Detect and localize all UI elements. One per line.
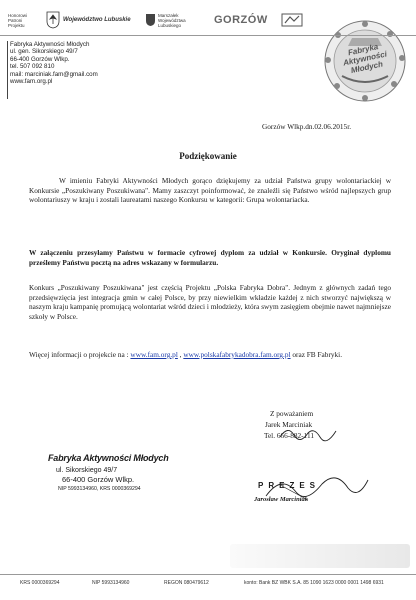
sender-line: ul. gen. Sikorskiego 49/7 (10, 48, 78, 56)
paragraph-1-text: W imieniu Fabryki Aktywności Młodych gorąco dziękujemy za udział Państwa grupy wolontariackiej w Konkursie „Poszukiwany Poszukiwana". Mamy zaszczyt poinformować, że znaleźli się Państwo wśród najlepszych grup wolontariuszy w kraju i zostali laureatami naszego Konkursu w kategorii: Grupa wolontariacka. (29, 176, 391, 205)
link-separator: , (177, 350, 184, 359)
gorzow-logo (214, 8, 270, 32)
closing-name: Jarek Marciniak (265, 420, 313, 429)
crest-icon (145, 13, 156, 27)
pfd-link[interactable]: www.polskafabrykadobra.fam.org.pl (183, 350, 291, 359)
sender-line: 66-400 Gorzów Wlkp. (10, 55, 70, 63)
patron-logo (8, 8, 38, 32)
footer-konto: konto: Bank BZ WBK S.A. 85 1090 1623 0000 0001 1498 6931 (244, 580, 384, 586)
stamp-city: 66-400 Gorzów Wlkp. (62, 475, 135, 484)
closing-greeting: Z poważaniem (270, 409, 314, 418)
sender-line: tel. 507 092 810 (10, 63, 55, 71)
sender-line: Fabryka Aktywności Młodych (10, 41, 90, 48)
letter-title: Podziękowanie (179, 151, 237, 161)
footer-krs: KRS 0000369294 (20, 580, 60, 586)
paragraph-2-text: W załączeniu przesyłamy Państwu w formacie cyfrowej dyplom za udział w Konkursie. Oryginał dyplomu prześlemy Państwu pocztą na adres wskazany w formularzu. (29, 248, 391, 267)
stamp-street: ul. Sikorskiego 49/7 (56, 467, 118, 474)
prezes-signature: Jarosław Marciniak (254, 496, 308, 503)
fam-link[interactable]: www.fam.org.pl (130, 350, 178, 359)
more-info-text: Więcej informacji o projekcie na : (29, 350, 131, 359)
address-rule (7, 41, 8, 99)
letter-date: Gorzów Wlkp.dn.02.06.2015r. (262, 122, 352, 131)
footer-divider (0, 574, 416, 575)
partner-icon (280, 11, 304, 29)
paragraph-2 (29, 248, 391, 267)
sender-line: www.fam.org.pl (10, 78, 53, 86)
footer-regon: REGON 080479612 (164, 580, 209, 586)
paragraph-3 (29, 283, 391, 321)
prezes-label: PREZES (258, 481, 321, 490)
company-stamp (48, 453, 169, 492)
signature-scribble-icon (278, 423, 338, 445)
eagle-crest-icon (46, 11, 60, 29)
lubuskie-text: Województwo Lubuskie (63, 17, 131, 23)
small-partner-logo (280, 8, 308, 32)
sender-line: mail: marciniak.fam@gmail.com (10, 70, 98, 78)
marszalek-logo (145, 8, 205, 32)
patron-text: Honorowi Patroni Projektu (8, 12, 28, 28)
header-divider (0, 35, 416, 36)
lubuskie-logo (46, 8, 138, 32)
footer-watermark (230, 544, 410, 568)
sender-address (10, 41, 98, 85)
prezes-signature-scribble-icon (262, 466, 372, 506)
stamp-ids: NIP 5993134960, KRS 0000369294 (58, 486, 141, 492)
paragraph-1 (29, 176, 391, 205)
fam-badge-text: Fabryka Aktywności Młodych (342, 42, 388, 76)
gorzow-text: GORZÓW (214, 14, 268, 26)
stamp-org: Fabryka Aktywności Młodych (48, 453, 169, 463)
footer-nip: NIP 5993134960 (92, 580, 130, 586)
closing-phone: Tel. 666-882-111 (264, 431, 315, 440)
paragraph-3-text: Konkurs „Poszukiwany Poszukiwana" jest częścią Projektu „Polska Fabryka Dobra". Jednym z głównych zadań tego przedsięwzięcia jest integracja gmin w całej Polsce, by przy niewielkim wkładzie każdej z nich stworzyć największą w naszym kraju kampanię promującą wolontariat wśród dzieci i młodzieży, która swym zasięgiem obejmie nawet najmniejsze szkoły w Polsce. (29, 283, 391, 321)
more-info-tail: oraz FB Fabryki. (290, 350, 343, 359)
paragraph-4 (29, 350, 391, 360)
marszalek-text: Marszałek Województwa Lubuskiego (158, 12, 186, 28)
